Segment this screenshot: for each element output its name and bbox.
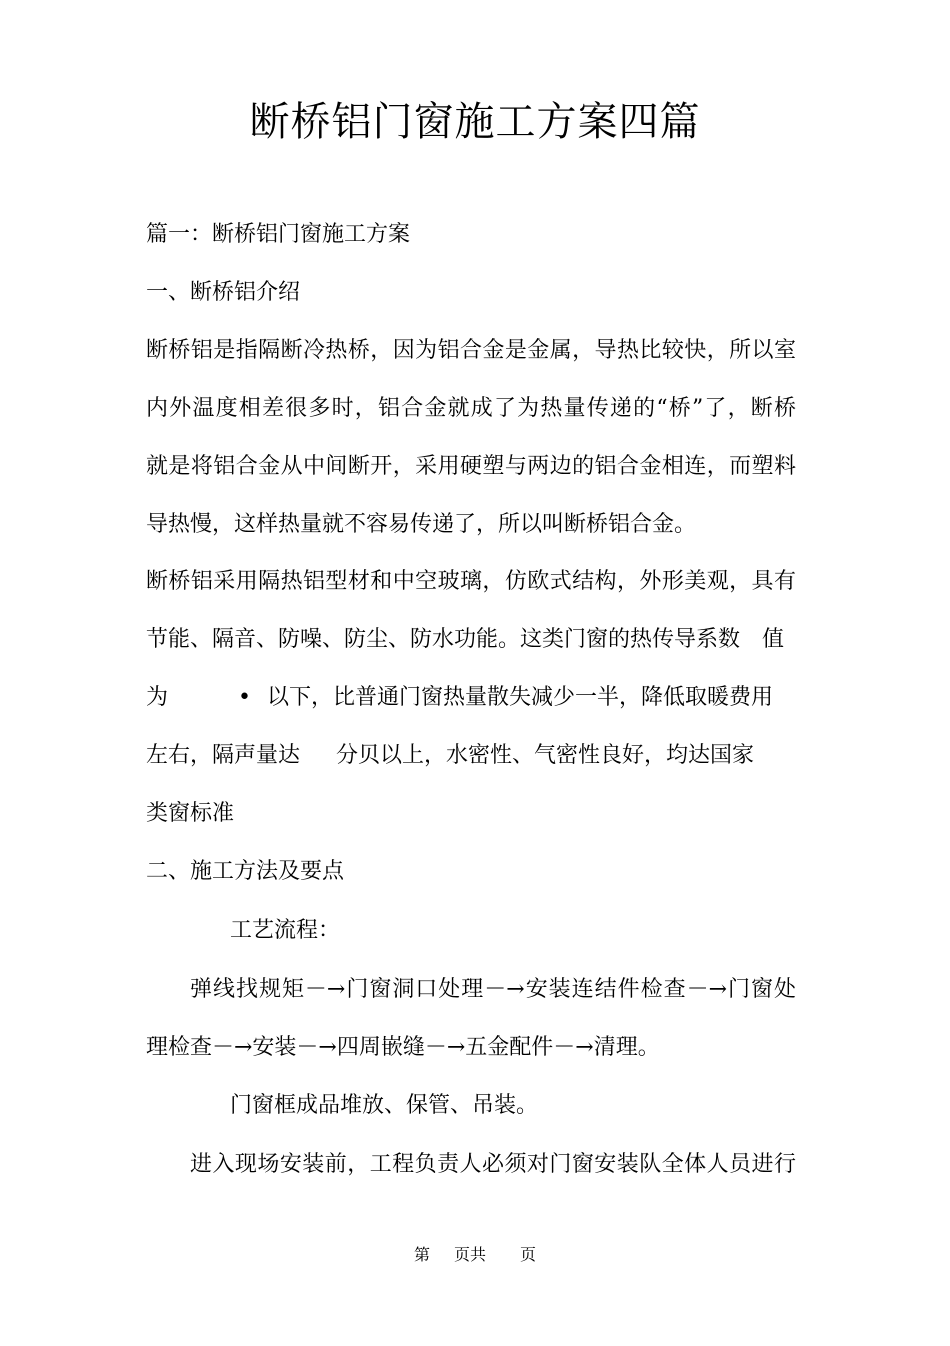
footer-page-label: 第 — [413, 1245, 430, 1264]
paragraph-text: 左右，隔声量达 — [146, 743, 301, 768]
paragraph-line: 内外温度相差很多时，铝合金就成了为热量传递的“桥”了，断桥 — [146, 396, 796, 421]
paragraph-text: 节能、隔音、防噪、防尘、防水功能。这类门窗的热传导系数 — [146, 627, 741, 652]
paragraph-text: 为 — [146, 685, 169, 710]
paragraph-text: 分贝以上，水密性、气密性良好，均达国家 — [336, 743, 755, 768]
paragraph-line: 导热慢，这样热量就不容易传递了，所以叫断桥铝合金。 — [146, 512, 697, 537]
section-heading-part-one: 篇一：断桥铝门窗施工方案 — [146, 222, 411, 247]
section-heading-construction-method: 二、施工方法及要点 — [146, 859, 345, 884]
footer-total-label: 页共 — [453, 1245, 486, 1264]
subheading-process-flow: 工艺流程： — [230, 918, 341, 943]
paragraph-line: 理检查－→安装－→四周嵌缝－→五金配件－→清理。 — [146, 1035, 660, 1060]
paragraph-line: 进入现场安装前，工程负责人必须对门窗安装队全体人员进行 — [190, 1152, 796, 1177]
paragraph-line — [146, 625, 784, 655]
subheading-storage-hoisting: 门窗框成品堆放、保管、吊装。 — [230, 1093, 539, 1118]
paragraph-line — [146, 683, 773, 713]
paragraph-line: 类窗标准 — [146, 801, 235, 826]
footer-end-label: 页 — [520, 1245, 537, 1264]
paragraph-line: 就是将铝合金从中间断开，采用硬塑与两边的铝合金相连，而塑料 — [146, 454, 796, 479]
paragraph-line: 断桥铝采用隔热铝型材和中空玻璃，仿欧式结构，外形美观，具有 — [146, 569, 796, 594]
paragraph-text: 以下，比普通门窗热量散失减少一半，降低取暖费用 — [267, 685, 774, 710]
bullet-dot: • — [238, 685, 251, 710]
document-title: 断桥铝门窗施工方案四篇 — [249, 99, 701, 145]
section-heading-introduction: 一、断桥铝介绍 — [146, 280, 301, 305]
paragraph-line: 弹线找规矩－→门窗洞口处理－→安装连结件检查－→门窗处 — [190, 977, 796, 1002]
paragraph-text: 值 — [762, 627, 785, 652]
page-footer — [0, 1243, 950, 1267]
paragraph-line: 断桥铝是指隔断冷热桥，因为铝合金是金属，导热比较快，所以室 — [146, 338, 796, 363]
paragraph-line — [146, 741, 754, 771]
